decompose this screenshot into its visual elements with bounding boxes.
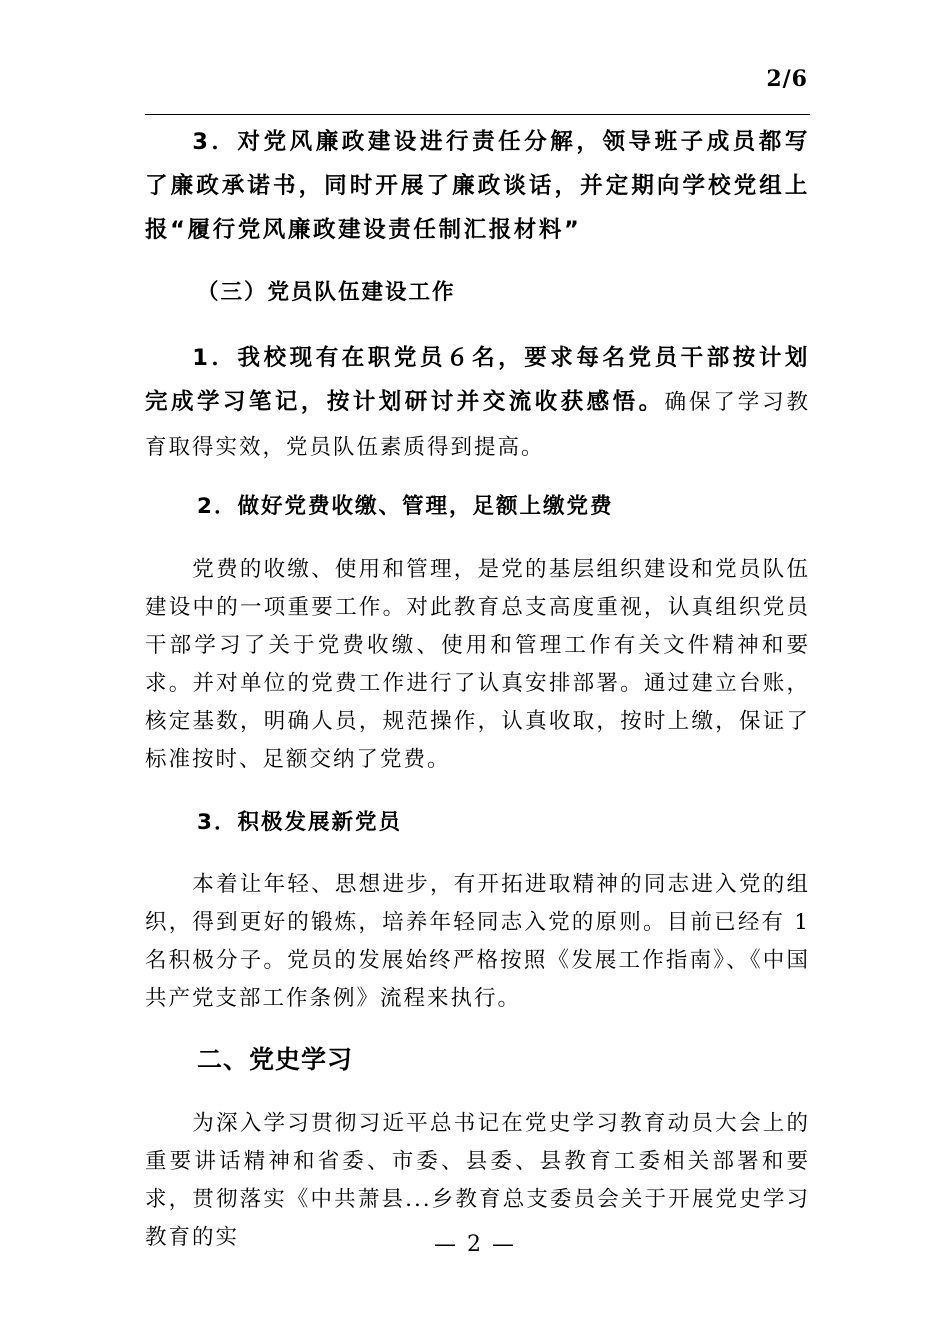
members-paragraph-regular: 确保了学习教育取得实效，党员队伍素质得到提高。 [145,390,810,460]
new-members-paragraph: 本着让年轻、思想进步，有开拓进取精神的同志进入党的组织，得到更好的锻炼，培养年轻同志入党的原则。目前已经有 1 名积极分子。党员的发展始终严格按照《发展工作指南》、《中国共产党支部工作条例》流程来执行。 [145,872,810,1011]
section-heading-party-team: （三）党员队伍建设工作 [197,280,456,305]
members-paragraph-bold: 1．我校现有在职党员６名，要求每名党员干部按计划完成学习笔记，按计划研讨并交流收获感悟。 [145,345,810,415]
party-history-paragraph: 为深入学习贯彻习近平总书记在党史学习教育动员大会上的重要讲话精神和省委、市委、县委、县教育工委相关部署和要求，贯彻落实《中共萧县...乡教育总支委员会关于开展党史学习教育的实 [145,1111,810,1250]
party-dues-paragraph: 党费的收缴、使用和管理，是党的基层组织建设和党员队伍建设中的一项重要工作。对此教育总支高度重视，认真组织党员干部学习了关于党费收缴、使用和管理工作有关文件精神和要求。并对单位的党费工作进行了认真安排部署。通过建立台账，核定基数，明确人员，规范操作，认真收取，按时上缴，保证了标准按时、足额交纳了党费。 [145,557,810,772]
page-number-footer: — 2 — [434,1232,516,1257]
heading-party-dues: 2．做好党费收缴、管理，足额上缴党费 [197,494,614,519]
page-indicator: 2/6 [766,66,808,92]
heading-new-members: 3．积极发展新党员 [197,810,402,835]
responsibility-paragraph: 3．对党风廉政建设进行责任分解，领导班子成员都写了廉政承诺书，同时开展了廉政谈话，并定期向学校党组上报“履行党风廉政建设责任制汇报材料” [145,129,810,243]
section-heading-party-history: 二、党史学习 [197,1045,354,1074]
header-divider [145,114,810,115]
members-paragraph [145,336,810,470]
